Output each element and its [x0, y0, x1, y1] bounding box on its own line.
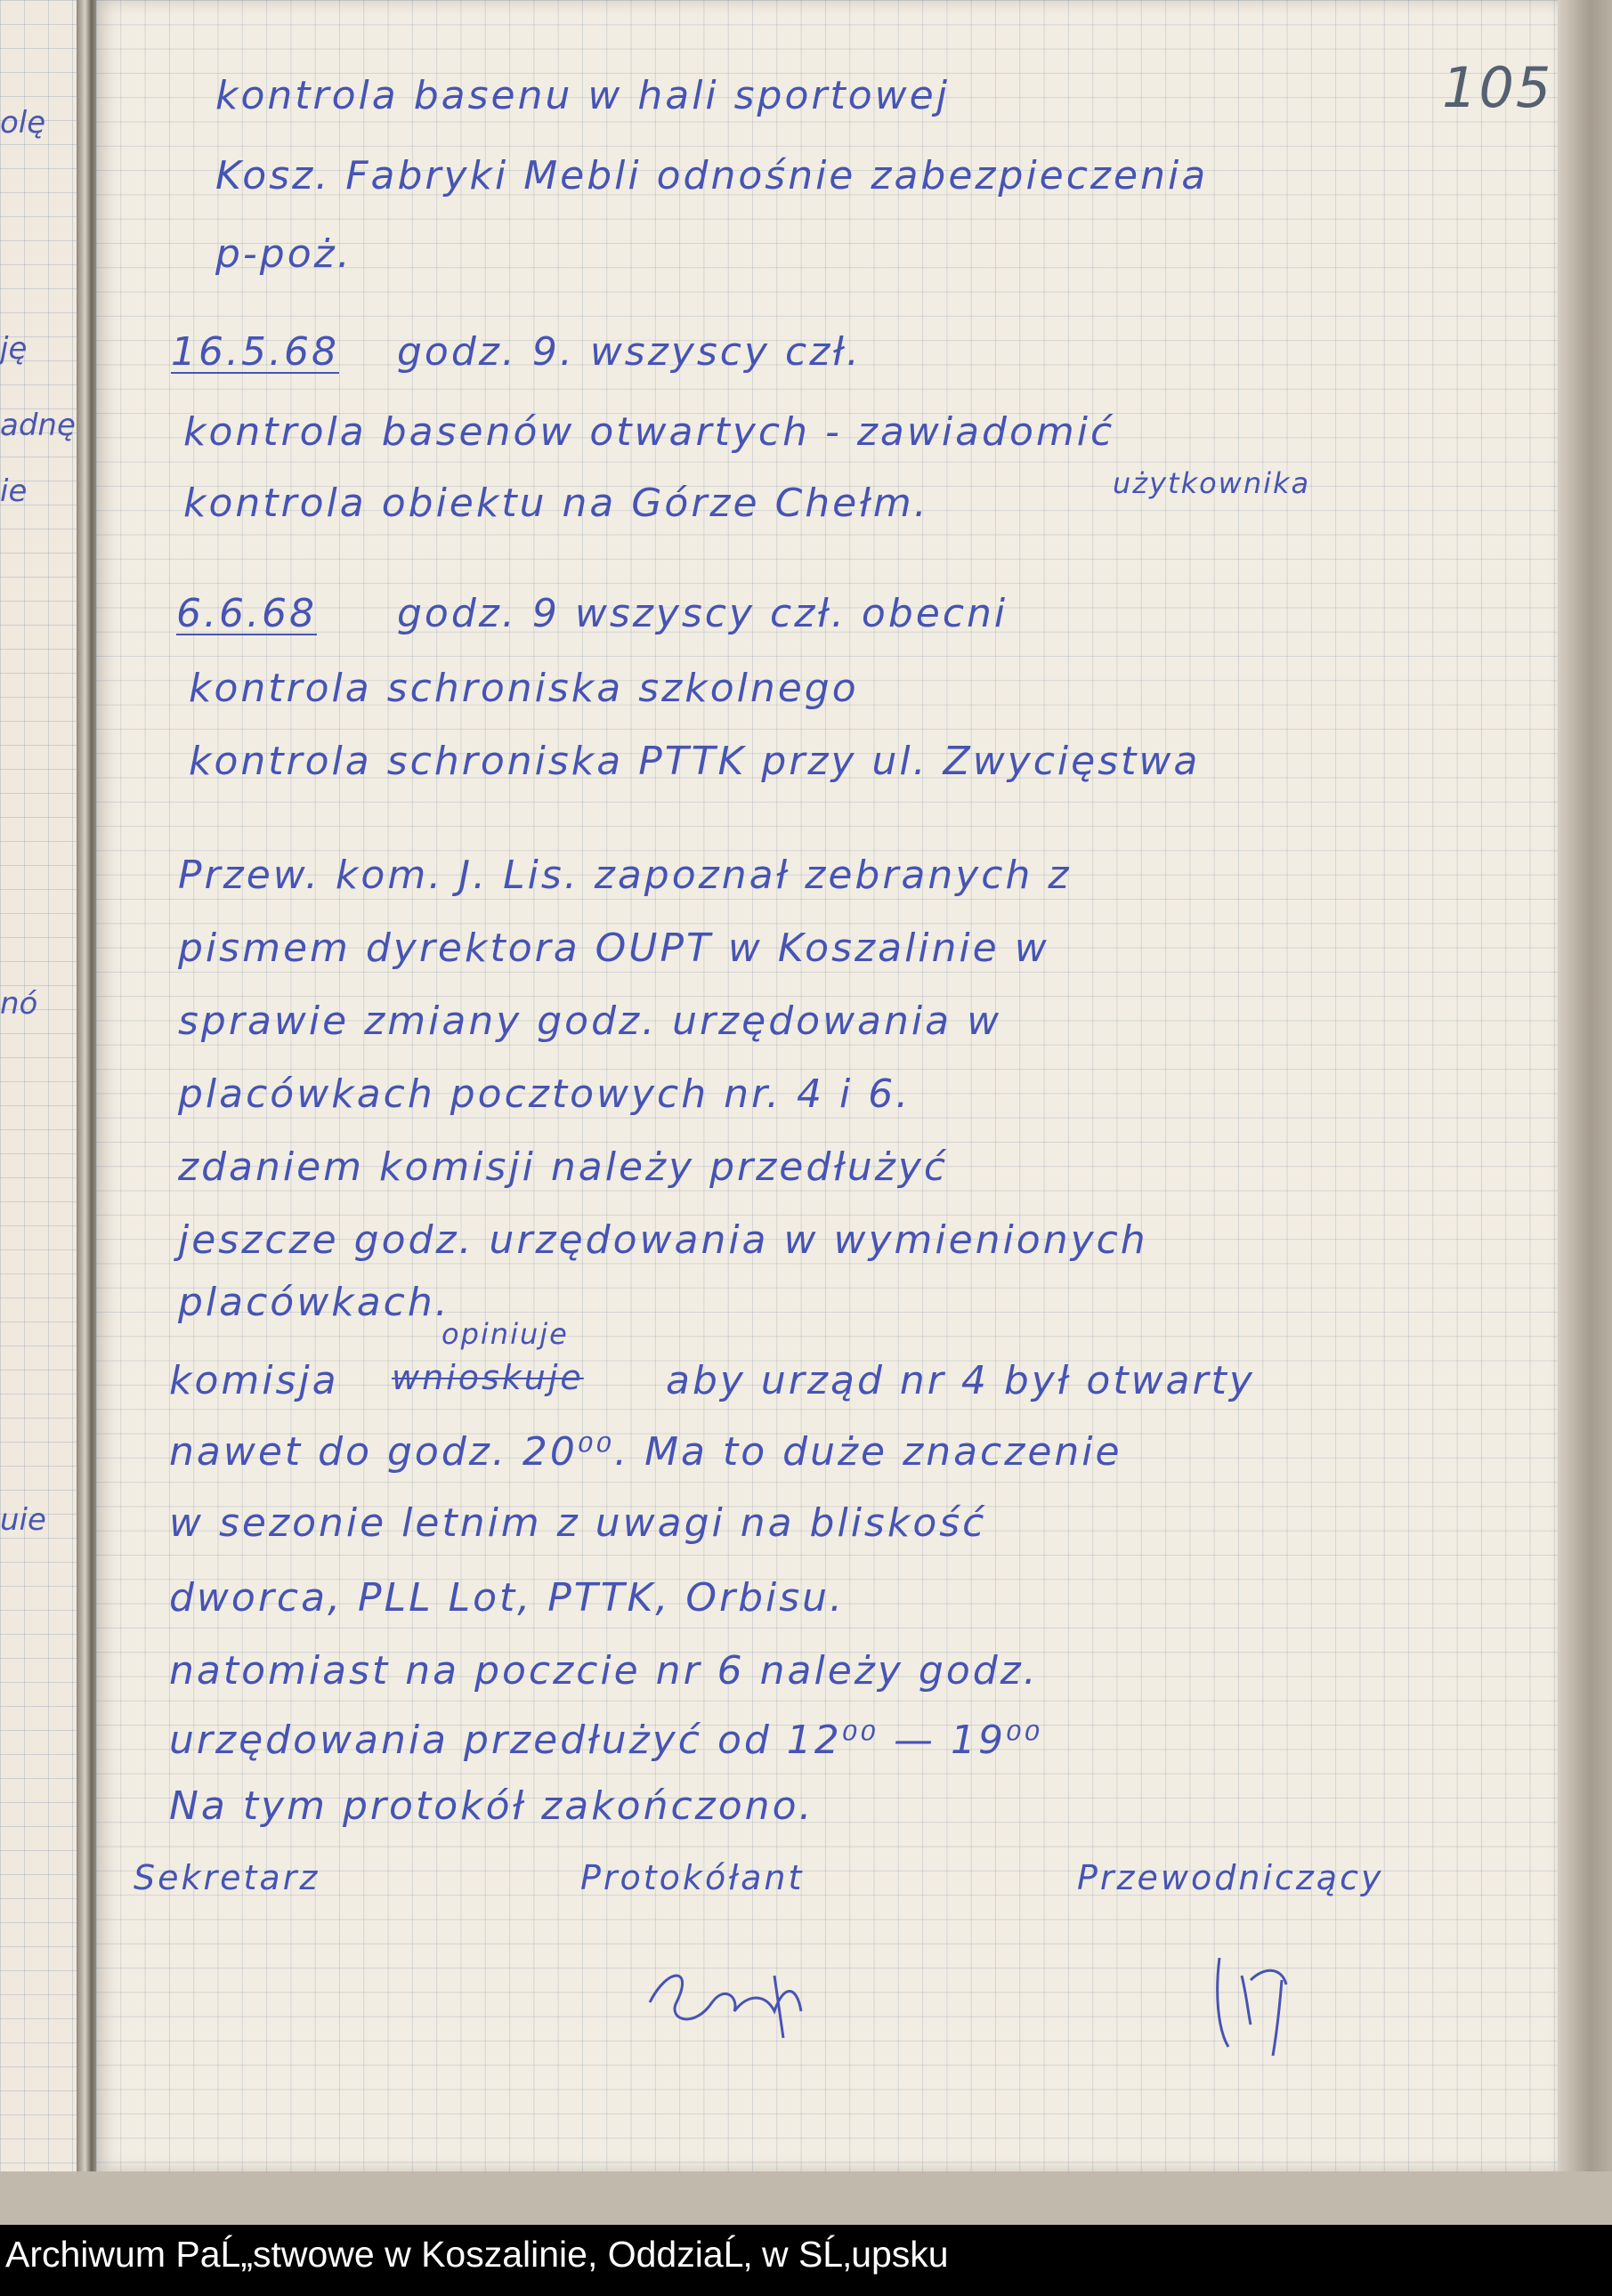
handwritten-line: zdaniem komisji należy przedłużyć [178, 1144, 949, 1190]
handwritten-line: placówkach pocztowych nr. 4 i 6. [178, 1071, 911, 1117]
crossed-out-word: wnioskuje [392, 1358, 584, 1397]
handwritten-line: jeszcze godz. urzędowania w wymienionych [178, 1217, 1148, 1263]
handwritten-line: komisja [169, 1358, 339, 1403]
handwritten-line: natomiast na poczcie nr 6 należy godz. [169, 1648, 1039, 1694]
handwritten-line: kontrola basenów otwartych - zawiadomić [183, 409, 1115, 455]
handwritten-line: kontrola obiektu na Górze Chełm. [183, 481, 929, 526]
handwritten-insertion: użytkownika [1113, 466, 1311, 500]
handwritten-line: Przew. kom. J. Lis. zapoznał zebranych z [178, 853, 1072, 898]
handwritten-insertion: opiniuje [441, 1317, 569, 1351]
handwritten-line: dworca, PLL Lot, PTTK, Orbisu. [169, 1575, 846, 1621]
left-page-fragment: ie [0, 473, 28, 509]
book-spine [77, 0, 98, 2171]
signature-label-recorder: Protokółant [580, 1858, 805, 1897]
handwritten-line: kontrola schroniska szkolnego [189, 666, 859, 711]
handwritten-line: nawet do godz. 20⁰⁰. Ma to duże znaczenie [169, 1429, 1122, 1475]
handwritten-line: aby urząd nr 4 był otwarty [666, 1358, 1255, 1403]
left-page-fragment: adnę [0, 408, 76, 443]
handwritten-line: pismem dyrektora OUPT w Koszalinie w [178, 926, 1049, 971]
page-number: 105 [1442, 55, 1553, 120]
recorder-signature [641, 1949, 837, 2047]
handwritten-line: Kosz. Fabryki Mebli odnośnie zabezpieczenia [215, 153, 1209, 198]
chairman-signature [1202, 1940, 1308, 2065]
signature-label-chairman: Przewodniczący [1077, 1858, 1384, 1897]
left-page-fragment: olę [0, 105, 46, 141]
handwritten-line: p-poż. [215, 231, 352, 277]
left-page-fragment: nó [0, 986, 38, 1022]
scan-margin [0, 2171, 1612, 2225]
handwritten-line: sprawie zmiany godz. urzędowania w [178, 998, 1002, 1044]
handwritten-line: kontrola schroniska PTTK przy ul. Zwycięstwa [189, 739, 1201, 784]
handwritten-line: kontrola basenu w hali sportowej [215, 73, 950, 118]
handwritten-line: godz. 9 wszyscy czł. obecni [397, 591, 1009, 636]
page-edge [1558, 0, 1612, 2171]
handwritten-line: godz. 9. wszyscy czł. [397, 329, 862, 375]
archive-caption: Archiwum PaĹ„stwowe w Koszalinie, OddziaĹ‚ w SĹ‚upsku [5, 2234, 949, 2275]
handwritten-line: Na tym protokół zakończono. [169, 1783, 814, 1829]
left-facing-page [0, 0, 82, 2171]
handwritten-line: placówkach. [178, 1280, 450, 1325]
handwritten-line: w sezonie letnim z uwagi na bliskość [169, 1500, 987, 1546]
handwritten-line: urzędowania przedłużyć od 12⁰⁰ — 19⁰⁰ [169, 1718, 1043, 1763]
left-page-fragment: ję [0, 331, 28, 367]
entry-date: 6.6.68 [176, 591, 317, 636]
signature-label-secretary: Sekretarz [134, 1858, 320, 1897]
entry-date: 16.5.68 [171, 329, 339, 375]
left-page-fragment: uie [0, 1502, 46, 1538]
